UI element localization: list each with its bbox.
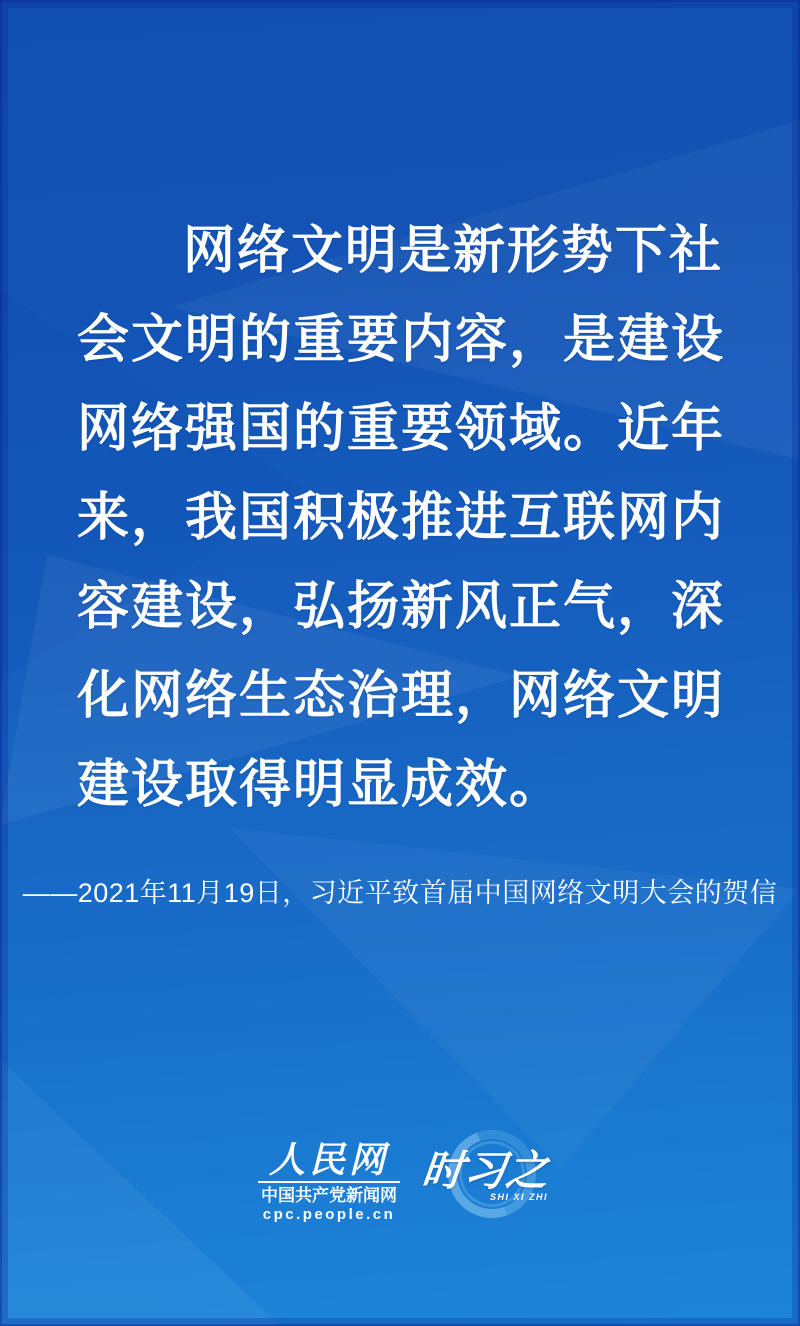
quote-text — [77, 207, 734, 830]
cpc-news-site-domain: cpc.people.cn — [262, 1206, 396, 1223]
peoples-daily-brand-calligraphy: 人民网 — [268, 1139, 389, 1181]
shixizhi-romanized: SHI XI ZHI — [489, 1192, 548, 1202]
quote-line: 容建设，弘扬新风正气，深 — [77, 578, 726, 636]
quote-line: 网络文明是新形势下社 — [183, 222, 724, 280]
quote-attribution: ——2021年11月19日，习近平致首届中国网络文明大会的贺信 — [22, 878, 778, 908]
quote-line: 会文明的重要内容，是建设 — [77, 311, 726, 369]
shixizhi-brand-calligraphy: 时习之 — [419, 1147, 551, 1194]
quote-line: 网络强国的重要领域。近年 — [77, 400, 726, 458]
shixizhi-logo — [419, 1140, 551, 1240]
quote-line: 来，我国积极推进互联网内 — [77, 489, 726, 547]
quote-line: 化网络生态治理，网络文明 — [77, 667, 726, 725]
footer-logos — [4, 1140, 800, 1240]
peoples-daily-logo — [258, 1140, 400, 1224]
cpc-news-site-name: 中国共产党新闻网 — [261, 1186, 397, 1205]
quote-line: 建设取得明显成效。 — [77, 756, 564, 814]
logo-divider-line — [258, 1181, 400, 1183]
